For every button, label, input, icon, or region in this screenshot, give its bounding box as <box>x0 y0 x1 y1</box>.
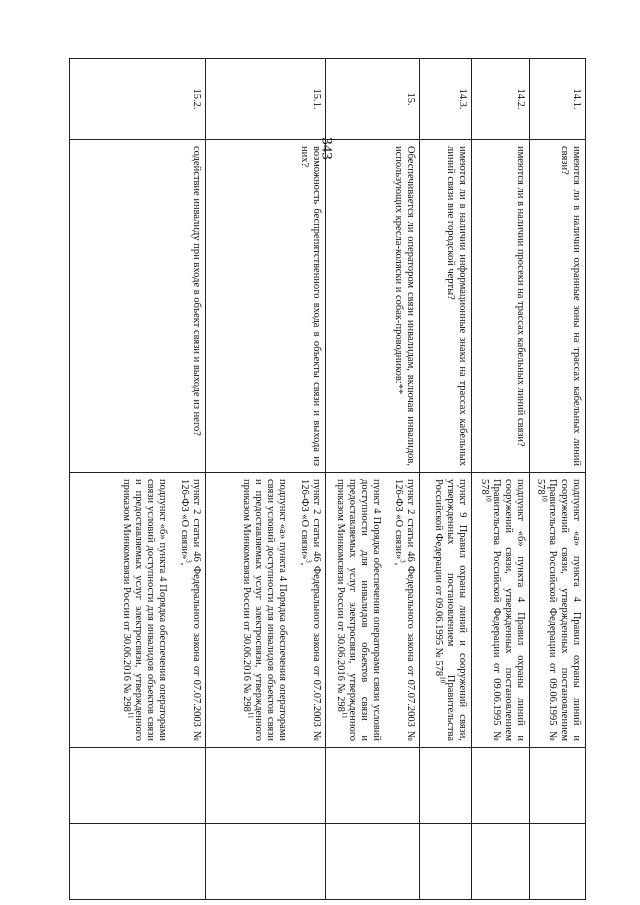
note-cell <box>70 824 206 900</box>
row-reference <box>206 473 326 748</box>
reference-text: подпункт «а» пункта 4 Правил охраны линий и сооружений связи, утвержденных постановлением Правительства Российской Федерации от 09.06.1995 № $578^{10}$ <box>535 479 582 741</box>
row-number: 14.1. <box>530 59 586 140</box>
reference-text: подпункт «б» пункта 4 Правил охраны линий и сооружений связи, утвержденных постановлением Правительства Российской Федерации от 09.06.1995 № $578^{10}$ <box>479 479 526 741</box>
row-question: Обеспечивается ли оператором связи инвалидам, включая инвалидов, использующих кресла-коляски и собак-проводников:** <box>326 140 420 473</box>
table-row <box>70 59 206 900</box>
row-number: 15. <box>326 59 420 140</box>
row-number: 15.2. <box>70 59 206 140</box>
note-cell <box>206 824 326 900</box>
answer-cell <box>206 748 326 824</box>
note-cell <box>472 824 530 900</box>
reference-text: пункт 9 Правил охраны линий и сооружений связи, утвержденных постановлением Правительства Российской Федерации от 09.06.1995 № $578^{10}$ <box>433 479 468 741</box>
table-row <box>472 59 530 900</box>
table-row <box>206 59 326 900</box>
page-number: 343 <box>318 137 335 160</box>
checklist-table <box>69 58 586 900</box>
table-row <box>326 59 420 900</box>
answer-cell <box>420 748 472 824</box>
row-question: возможность беспрепятственного входа в объекты связи и выхода из них? <box>206 140 326 473</box>
note-cell <box>420 824 472 900</box>
rotated-table-container <box>70 58 586 900</box>
reference-text: подпункт «а» пункта 4 Порядка обеспечения операторами связи условий доступности для инвалидов объектов связи и предоставляемых услуг электросвязи, утвержденного приказом Минкомсвязи России от 30.06.2016 № $298^{11}$ <box>241 479 288 741</box>
row-question: имеются ли в наличии охранные зоны на трассах кабельных линий связи? <box>530 140 586 473</box>
reference-text: пункт 2 статьи 46 Федерального закона от 07.07.2003 № 126-ФЗ «О связи»$^3$, <box>179 479 202 741</box>
row-question: имеются ли в наличии информационные знаки на трассах кабельных линий связи вне городской черты? <box>420 140 472 473</box>
row-reference <box>70 473 206 748</box>
row-number: 14.3. <box>420 59 472 140</box>
checklist-body <box>70 59 586 900</box>
table-row <box>530 59 586 900</box>
row-reference <box>420 473 472 748</box>
answer-cell <box>472 748 530 824</box>
row-reference <box>472 473 530 748</box>
row-number: 15.1. <box>206 59 326 140</box>
row-question: имеются ли в наличии просеки на трассах кабельных линий связи? <box>472 140 530 473</box>
row-question: содействие инвалиду при входе в объект связи и выходе из него? <box>70 140 206 473</box>
row-number: 14.2. <box>472 59 530 140</box>
note-cell <box>326 824 420 900</box>
answer-cell <box>70 748 206 824</box>
reference-text: пункт 2 статьи 46 Федерального закона от 07.07.2003 № 126-ФЗ «О связи»$^3$, <box>393 479 416 741</box>
note-cell <box>530 824 586 900</box>
reference-text: пункт 4 Порядка обеспечения операторами связи условий доступности для инвалидов объектов связи и предоставляемых услуг электросвязи, утвержденного приказом Минкомсвязи России от 30.06.2016 № $298^{11}$ <box>335 479 382 741</box>
row-reference <box>530 473 586 748</box>
answer-cell <box>326 748 420 824</box>
row-reference <box>326 473 420 748</box>
table-row <box>420 59 472 900</box>
reference-text: пункт 2 статьи 46 Федерального закона от 07.07.2003 № 126-ФЗ «О связи»$^3$, <box>299 479 322 741</box>
answer-cell <box>530 748 586 824</box>
reference-text: подпункт «б» пункта 4 Порядка обеспечения операторами связи условий доступности для инвалидов объектов связи и предоставляемых услуг электросвязи, утвержденного приказом Минкомсвязи России от 30.06.2016 № $298^{11}$ <box>121 479 168 741</box>
